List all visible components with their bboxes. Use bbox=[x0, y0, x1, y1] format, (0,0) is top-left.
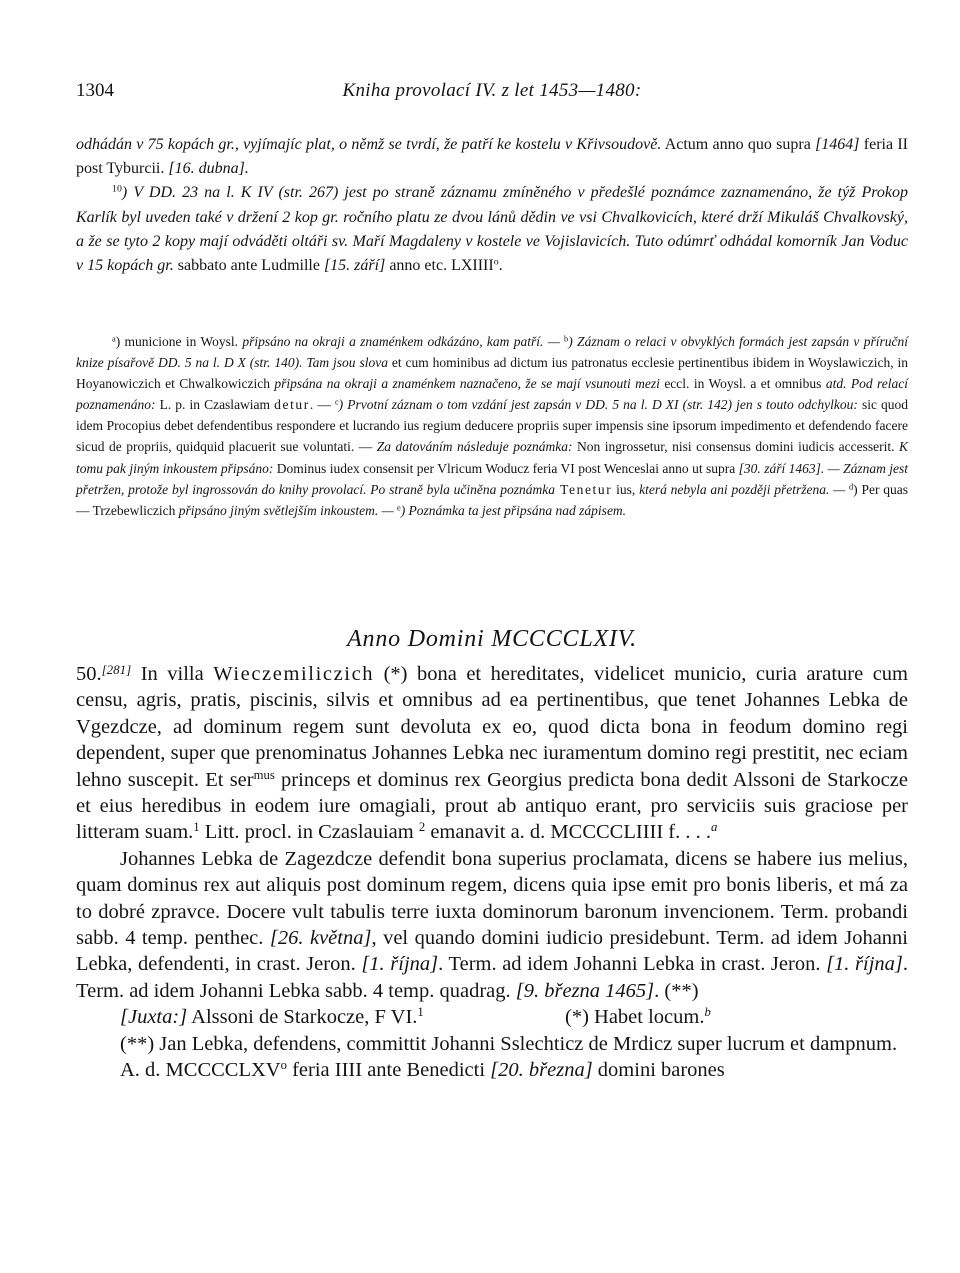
entry-text: . (**) bbox=[654, 979, 699, 1002]
note-text: ius, bbox=[612, 481, 640, 497]
entry-50 bbox=[76, 661, 908, 1084]
note-text: K tomu pak jiným inkoustem připsáno: bbox=[76, 439, 908, 476]
note-mark: c bbox=[334, 397, 339, 407]
entry-paragraph-3 bbox=[76, 1004, 908, 1030]
note-text: ) Per quas — Trzebewliczich bbox=[76, 481, 908, 518]
date-bracket: [20. března] bbox=[490, 1059, 593, 1082]
entry-text: (*) Habet locum. bbox=[565, 1006, 705, 1029]
footnote-date: [15. září] bbox=[323, 257, 386, 275]
entry-paragraph-1 bbox=[76, 661, 908, 846]
note-ref: a bbox=[711, 820, 718, 835]
entry-text: domini barones bbox=[592, 1059, 725, 1082]
juxta-label: [Juxta:] bbox=[120, 1006, 188, 1029]
date-bracket: [1. října] bbox=[826, 953, 903, 976]
entry-text: . Term. ad idem Johanni Lebka sabb. 4 temp. quadrag. bbox=[76, 953, 909, 1002]
note-mark: d bbox=[848, 482, 854, 492]
note-text: [30. září 1463]. — Záznam jest přetržen, protože byl ingrossován do knihy provolací. Po straně byla učiněna poznámka bbox=[76, 460, 908, 497]
footnote-text: sabbato ante Ludmille bbox=[173, 257, 324, 275]
superscript: mus bbox=[253, 767, 275, 782]
note-text: L. p. in Czaslawiam bbox=[155, 397, 275, 413]
critical-apparatus bbox=[76, 331, 908, 521]
entry-text: princeps et dominus rex Georgius predicta bona dedit Alssoni de Starkocze et eius heredibus in eodem iure omagiali, prout ab antiquo erant, pro serviciis suis graciose per litteram suam. bbox=[76, 768, 908, 844]
entry-text: . Term. ad idem Johanni Lebka in crast. Jeron. bbox=[438, 953, 827, 976]
note-text: Tenetur bbox=[554, 481, 613, 497]
note-mark: a bbox=[112, 334, 116, 344]
date-bracket: [9. března 1465] bbox=[515, 979, 655, 1002]
footnote-mark: 10 bbox=[112, 183, 122, 195]
entry-text: feria IIII ante Benedicti bbox=[286, 1059, 491, 1082]
entry-text: A. d. MCCCCLXV bbox=[120, 1059, 281, 1082]
note-text: detur bbox=[274, 397, 310, 413]
note-ref: b bbox=[704, 1005, 711, 1020]
footnote-ref: 1 bbox=[193, 820, 200, 835]
note-text: připsána na okraji a znaménkem naznačeno, že se mají vsunouti mezi bbox=[274, 376, 660, 392]
document-page bbox=[76, 0, 908, 1273]
footnote-ref: 2 bbox=[418, 820, 426, 835]
note-text: ) municione in Woysl. bbox=[115, 334, 243, 349]
entry-text: Litt. procl. in Czaslauiam bbox=[199, 821, 419, 844]
entry-paragraph-2 bbox=[76, 846, 908, 1004]
juxta-note bbox=[120, 1004, 565, 1030]
prev-text: odhádán v 75 kopách gr., vyjímajíc plat, o němž se tvrdí, že patří ke kostelu v Křivsoudově. bbox=[76, 136, 662, 153]
previous-entry-continuation bbox=[76, 133, 908, 278]
entry-paragraph-4: (**) Jan Lebka, defendens, committit Johanni Sslechticz de Mrdicz super lucrum et dampnum. bbox=[120, 1032, 898, 1055]
footnote-text: anno etc. LXIIII bbox=[385, 257, 494, 275]
habet-locum bbox=[565, 1004, 711, 1030]
note-text: ) Poznámka ta jest připsána nad zápisem. bbox=[400, 502, 627, 518]
note-mark: e bbox=[396, 503, 401, 513]
entry-text: In villa bbox=[131, 663, 214, 685]
entry-number: 50. bbox=[76, 663, 102, 685]
note-text: . — bbox=[309, 397, 335, 413]
footnote-10 bbox=[76, 181, 908, 278]
entry-reference: [281] bbox=[101, 662, 132, 678]
note-mark: b bbox=[564, 334, 569, 344]
place-name: Wieczemiliczich bbox=[213, 663, 375, 685]
date-bracket: [1. října] bbox=[361, 953, 439, 976]
note-text: připsáno jiným světlejším inkoustem. — bbox=[178, 502, 397, 518]
running-title: Kniha provolací IV. z let 1453—1480: bbox=[342, 80, 642, 101]
year-heading: Anno Domini MCCCCLXIV. bbox=[347, 626, 637, 652]
note-text: atd. Pod relací poznamenáno: bbox=[76, 376, 908, 413]
note-text: ) Prvotní záznam o tom vzdání jest zapsán v DD. 5 na l. D XI (str. 142) jen s touto odchylkou: bbox=[338, 397, 858, 413]
footnote-text: . bbox=[498, 257, 503, 275]
note-text: připsáno na okraji a znaménkem odkázáno, kam patří. — bbox=[242, 334, 565, 349]
apparatus-notes bbox=[76, 331, 908, 521]
note-text: která nebyla ani později přetržena. — bbox=[639, 481, 849, 497]
page-header bbox=[76, 80, 908, 104]
note-text: Non ingrossetur, nisi consensus domini iudicis accesserit. bbox=[572, 439, 899, 455]
date-bracket: [26. května] bbox=[269, 927, 372, 950]
note-text: Dominus iudex consensit per Vlricum Woducz feria VI post Wenceslai anno ut supra bbox=[273, 460, 739, 476]
footnote-text: ) V DD. 23 na l. K IV (str. 267) jest po straně záznamu zmíněného v předešlé poznámce zaznamenáno, že týž Prokop Karlík byl uveden také v držení 2 kop gr. ročního platu ze dvou lánů dědin ve vsi Chvalkovicích, které drží Mikuláš Chvalkovský, a že se tyto 2 kopy mají odváděti oltáři sv. Maří Magdaleny v kostele ve Vojislavicích. Tuto odúmrť odhádal komorník Jan Voduc v 15 kopách gr. bbox=[76, 184, 908, 275]
note-text: sic quod idem Procopius debet defendentibus respondere et lucrando ius regium deducere propriis super impensis sine ipsorum impedimento et defendendo facere sicud de propriis, quidquid placuerit sue voluntati. — bbox=[76, 397, 909, 455]
superscript: o bbox=[493, 256, 499, 268]
note-text: et cum hominibus ad dictum ius patronatus ecclesie pertinentibus ibidem in Woyslawiczich, in Hoyanowiczich et Chwalkowiczich bbox=[76, 355, 908, 392]
note-text: Za datováním následuje poznámka: bbox=[376, 439, 573, 455]
prev-date-bracket: [1464] bbox=[815, 136, 860, 153]
note-text: eccl. in Woysl. a et omnibus bbox=[659, 376, 826, 392]
footnote-ref: 1 bbox=[417, 1005, 424, 1020]
prev-text: Actum anno quo supra bbox=[661, 136, 816, 153]
entry-text: , vel quando domini iudicio presidebunt. Term. ad idem Johanni Lebka, defendenti, in crast. Jeron. bbox=[76, 927, 908, 976]
entry-paragraph-5 bbox=[76, 1057, 908, 1083]
entry-text: Johannes Lebka de Zagezdcze defendit bona superius proclamata, dicens se habere ius melius, quam dominus rex aut aliquis post dominum regem, dicens quia ipse emit pro bonis liberis, et má za to dobré zpravce. Docere vult tabulis terre iuxta dominorum baronum invencionem. Term. probandi sabb. 4 temp. penthec. bbox=[76, 847, 908, 950]
prev-text: feria II post Tyburcii. bbox=[76, 136, 909, 178]
prev-entry-paragraph bbox=[76, 133, 908, 181]
prev-date-bracket: [16. dubna]. bbox=[168, 160, 249, 178]
note-text: ) Záznam o relaci v obvyklých formách jest zapsán v příruční knize písařově DD. 5 na l. D X (str. 140). Tam jsou slova bbox=[76, 334, 908, 371]
entry-text: (*) bona et hereditates, videlicet municio, curia arature cum censu, agris, pratis, piscinis, silvis et omnibus ad ea pertinentibus, que tenet Johannes Lebka de Vgezdcze, ad dominum regem sunt devoluta ex eo, quod dicta bona in feodum domino regi dependent, super que prenominatus Johannes Lebka nec iuramentum domino regi prestitit, nec eciam lehno suscepit. Et ser bbox=[76, 663, 908, 791]
page-number: 1304 bbox=[76, 80, 114, 101]
entry-text: emanavit a. d. MCCCCLIIII f. . . . bbox=[425, 821, 711, 844]
entry-text: Alssoni de Starkocze, F VI. bbox=[187, 1006, 418, 1029]
superscript: o bbox=[280, 1058, 287, 1073]
